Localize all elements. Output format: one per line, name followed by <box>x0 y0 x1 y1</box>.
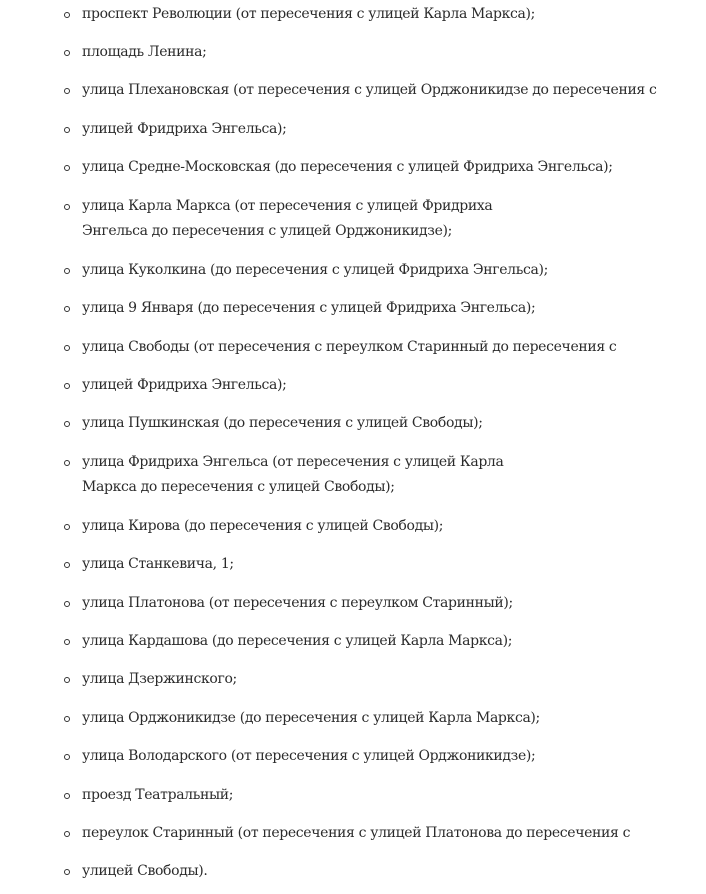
list-item <box>0 744 706 772</box>
bullet-icon <box>64 204 70 210</box>
list-item <box>0 155 706 183</box>
list-item <box>0 2 706 30</box>
list-item <box>0 296 706 324</box>
list-item-text: улицей Свободы). <box>82 863 208 879</box>
bullet-icon <box>64 869 70 875</box>
list-item-text: улица Станкевича, 1; <box>82 556 234 572</box>
list-item-text: улица Фридриха Энгельса (от пересечения с улицей Карла Маркса до пересечения с улицей Свободы); <box>82 454 504 495</box>
bullet-icon <box>64 524 70 530</box>
list-item <box>0 821 706 849</box>
list-item-text: площадь Ленина; <box>82 44 207 60</box>
list-item-text: улица Плехановская (от пересечения с улицей Орджоникидзе до пересечения с <box>82 82 657 98</box>
bullet-icon <box>64 793 70 799</box>
bullet-icon <box>64 383 70 389</box>
bullet-icon <box>64 165 70 171</box>
list-item <box>0 552 706 580</box>
list-item-text: улица Карла Маркса (от пересечения с улицей Фридриха Энгельса до пересечения с улицей Орджоникидзе); <box>82 198 493 239</box>
list-item-text: улица Орджоникидзе (до пересечения с улицей Карла Маркса); <box>82 710 540 726</box>
list-item-text: улица Платонова (от пересечения с переулком Старинный); <box>82 595 513 611</box>
list-item-text: улица Дзержинского; <box>82 671 237 687</box>
list-item-text: улица 9 Января (до пересечения с улицей Фридриха Энгельса); <box>82 300 536 316</box>
list-item-text: улица Кирова (до пересечения с улицей Свободы); <box>82 518 444 534</box>
bullet-icon <box>64 601 70 607</box>
list-item-text: улица Средне-Московская (до пересечения с улицей Фридриха Энгельса); <box>82 159 613 175</box>
list-item-text: улицей Фридриха Энгельса); <box>82 121 287 137</box>
bullet-icon <box>64 639 70 645</box>
bullet-icon <box>64 345 70 351</box>
bullet-icon <box>64 677 70 683</box>
list-item <box>0 667 706 695</box>
bullet-icon <box>64 754 70 760</box>
list-item <box>0 783 706 811</box>
list-item-text: улица Куколкина (до пересечения с улицей Фридриха Энгельса); <box>82 262 548 278</box>
list-item <box>0 859 706 887</box>
bullet-icon <box>64 831 70 837</box>
list-item <box>0 629 706 657</box>
list-item <box>0 117 706 145</box>
list-item <box>0 373 706 401</box>
list-item <box>0 78 706 106</box>
bullet-icon <box>64 50 70 56</box>
list-item <box>0 706 706 734</box>
list-item-text: проезд Театральный; <box>82 787 234 803</box>
list-item-text: улица Володарского (от пересечения с улицей Орджоникидзе); <box>82 748 536 764</box>
list-item-text: улица Свободы (от пересечения с переулком Старинный до пересечения с <box>82 339 617 355</box>
bullet-icon <box>64 127 70 133</box>
list-item <box>0 591 706 619</box>
list-item <box>0 411 706 439</box>
list-item-text: улица Кардашова (до пересечения с улицей Карла Маркса); <box>82 633 513 649</box>
bullet-icon <box>64 460 70 466</box>
bullet-icon <box>64 88 70 94</box>
list-item-text: улица Пушкинская (до пересечения с улицей Свободы); <box>82 415 483 431</box>
list-item <box>0 335 706 363</box>
list-item <box>0 258 706 286</box>
list-item <box>0 40 706 68</box>
list-item-text: переулок Старинный (от пересечения с улицей Платонова до пересечения с <box>82 825 631 841</box>
bullet-icon <box>64 562 70 568</box>
list-item <box>0 514 706 542</box>
bullet-icon <box>64 716 70 722</box>
list-item-text: улицей Фридриха Энгельса); <box>82 377 287 393</box>
bullet-icon <box>64 12 70 18</box>
list-item <box>0 450 706 502</box>
bullet-icon <box>64 421 70 427</box>
list-item <box>0 194 706 246</box>
bullet-icon <box>64 268 70 274</box>
list-item-text: проспект Революции (от пересечения с улицей Карла Маркса); <box>82 6 536 22</box>
bullet-icon <box>64 306 70 312</box>
